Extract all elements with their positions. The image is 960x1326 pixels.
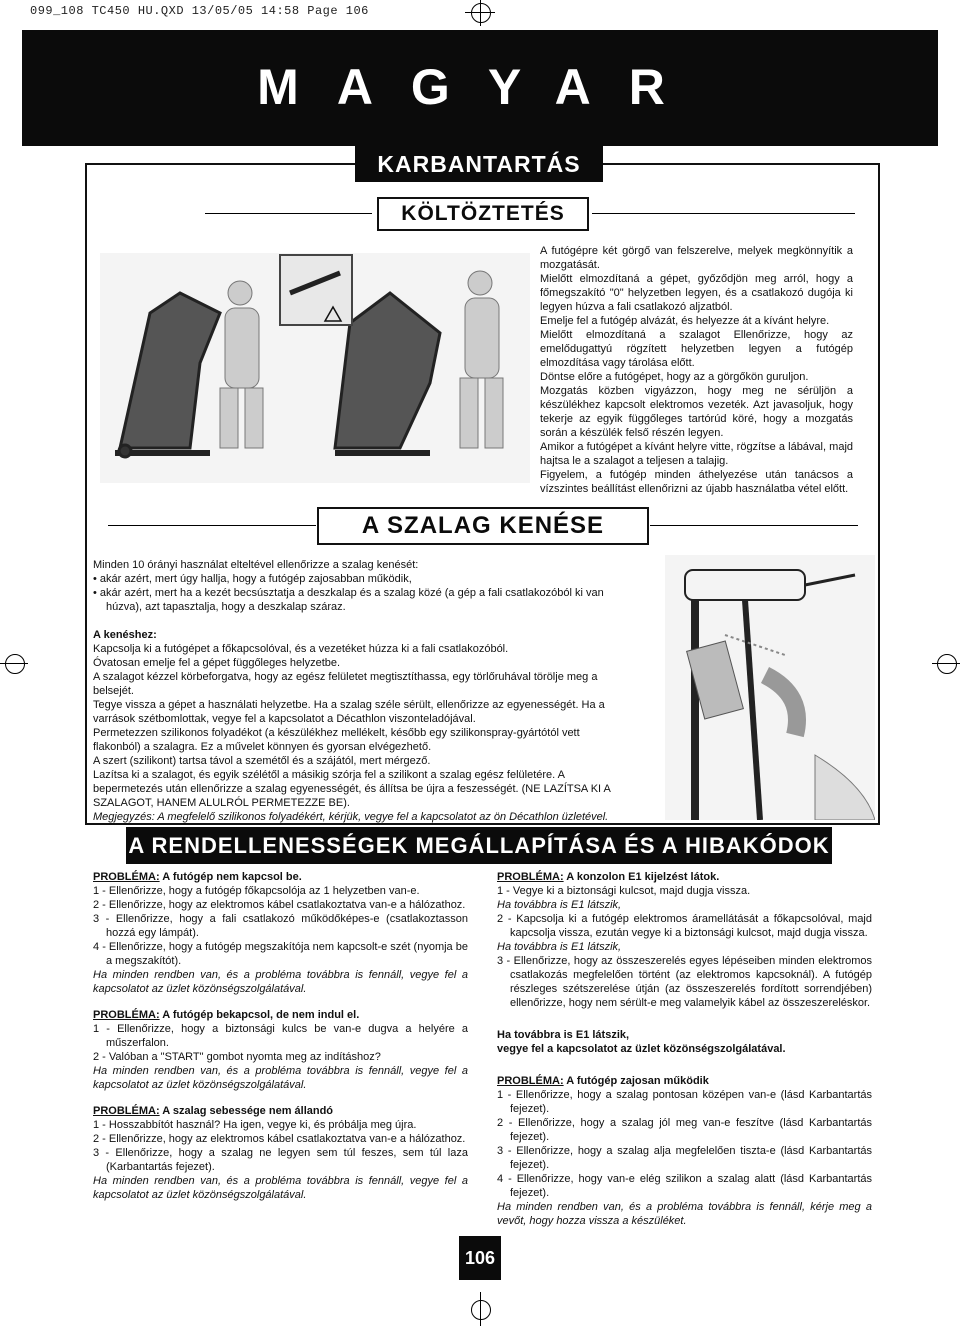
lube-step: Óvatosan emelje fel a gépet függőleges helyzetbe. [93,657,341,669]
rule-line [205,213,372,214]
lube-steps-block [93,628,623,824]
problem-step: 2 - Ellenőrizze, hogy a szalag jól meg van-e feszítve (lásd Karbantartás fejezet). [497,1117,872,1143]
lube-intro-block [93,558,633,614]
e1-final-line: vegye fel a kapcsolatot az üzlet közönségszolgálatával. [497,1043,786,1055]
problem-title [93,1008,468,1022]
registration-mark-icon [937,654,957,674]
problem-step: 1 - Ellenőrizze, hogy a biztonsági kulcs be van-e dugva a helyére a műszerfalon. [93,1023,468,1049]
paragraph: Amikor a futógépet a kívánt helyre vitte, rögzítse a lábával, majd hajtsa le a szalagot a teljesen a talajig. [540,441,853,467]
problem-title [497,1074,872,1088]
section-maintenance-title: KARBANTARTÁS [355,146,603,182]
problem-step: 1 - Ellenőrizze, hogy a futógép főkapcsolója az 1 helyzetben van-e. [93,885,420,897]
problem-note: Ha továbbra is E1 látszik, [497,941,622,953]
problem-title [497,870,872,884]
e1-final-line: Ha továbbra is E1 látszik, [497,1029,630,1041]
paragraph: Mielőtt elmozdítaná a gépet, győződjön meg arról, hogy a főmegszakító "0" helyzetben legyen, és a csatlakozó dugója ki legyen húzva a fali csatlakozó aljzatból. [540,273,853,313]
problem-label: PROBLÉMA: [93,1009,160,1021]
lube-heading: A kenéshez: [93,629,157,641]
registration-mark-icon [5,654,25,674]
problem-step: 2 - Kapcsolja ki a futógép elektromos áramellátását a főkapcsolóval, majd kapcsolja vissza, ezután vegye ki a biztonsági kulcsot, majd dugja vissza. [497,913,872,939]
language-banner [22,30,938,146]
paragraph: Döntse előre a futógépet, hogy az a görgőkön guruljon. [540,371,809,383]
problem-step: 2 - Ellenőrizze, hogy az elektromos kábel csatlakoztatva van-e a hálózathoz. [93,899,466,911]
problem-note: Ha továbbra is E1 látszik, [497,899,622,911]
problem-step: 1 - Ellenőrizze, hogy a szalag pontosan középen van-e (lásd Karbantartás fejezet). [497,1089,872,1115]
lubrication-photo [665,555,875,820]
problem-text: A futógép nem kapcsol be. [159,871,302,883]
problem-note: Ha minden rendben van, és a probléma továbbra is fennáll, vegye fel a kapcsolatot az üzlet közönségszolgálatával. [93,1175,468,1201]
page-number: 106 [459,1236,501,1280]
problem-step: 4 - Ellenőrizze, hogy van-e elég szilikon a szalag alatt (lásd Karbantartás fejezet). [497,1173,872,1199]
problem-note: Ha minden rendben van, és a probléma továbbra is fennáll, kérje meg a vevőt, hogy hozza vissza a készüléket. [497,1201,872,1227]
lube-step: Tegye vissza a gépet a használati helyzetbe. Ha a szalag széle sérült, ellenőrizze az egyenességét. Ha a varrások szétbomlottak, vegye fel a kapcsolatot a Décathlon viszonteladójával. [93,699,605,725]
paragraph: Figyelem, a futógép minden áthelyezése után tanácsos a vízszintes beállítást ellenőrizni az újabb használatba vétel előtt. [540,469,853,495]
paragraph: A futógépre két görgő van felszerelve, melyek megkönnyítik a mozgatását. [540,245,853,271]
problem-step: 2 - Valóban a "START" gombot nyomta meg az indításhoz? [93,1051,381,1063]
problem-title [93,870,468,884]
lube-note: Megjegyzés: A megfelelő szilikonos folyadékért, kérjük, vegye fel a kapcsolatot az ön Décathlon üzletével. [93,811,609,823]
paragraph: Emelje fel a futógép alvázát, és helyezze át a kívánt helyre. [540,315,830,327]
problem-text: A konzolon E1 kijelzést látok. [563,871,720,883]
bullet-item: • akár azért, mert ha a kezét becsúsztatja a deszkalap és a szalag közé (a gép a fali csatlakozóból ki van húzva), azt tapasztalja, hogy a deszkalap száraz. [93,587,604,613]
section-lube-title: A SZALAG KENÉSE [317,507,649,545]
problem-step: 2 - Ellenőrizze, hogy az elektromos kábel csatlakoztatva van-e a hálózathoz. [93,1133,466,1145]
banner-title: MAGYAR [257,59,703,115]
crop-mark [0,663,28,664]
registration-mark-icon [471,1300,491,1320]
lube-step: Kapcsolja ki a futógépet a főkapcsolóval, és a vezetéket húzza ki a fali csatlakozóból. [93,643,509,655]
problem-text: A szalag sebessége nem állandó [159,1105,334,1117]
rule-line [650,525,858,526]
treadmill-moving-photo [100,253,530,483]
problem-note: Ha minden rendben van, és a probléma továbbra is fennáll, vegye fel a kapcsolatot az üzlet közönségszolgálatával. [93,1065,468,1091]
section-trouble-title: A RENDELLENESSÉGEK MEGÁLLAPÍTÁSA ÉS A HIBAKÓDOK [126,827,832,864]
problem-label: PROBLÉMA: [497,1075,564,1087]
lube-step: Lazítsa ki a szalagot, és egyik szélétől a másikig szórja fel a szilikont a szalag egész felületére. A bepermetezés után ellenőrizze a szalag egyenességét, és állítsa be újra a feszességét. (NE LAZÍTSA KI A SZALAGOT, HANEM ALULRÓL PERMETEZZE BE). [93,769,611,809]
rule-line [592,213,855,214]
problem-title [93,1104,468,1118]
problem-step: 3 - Ellenőrizze, hogy a fali csatlakozó működőképes-e (csatlakoztasson hozzá egy lámpát). [93,913,468,939]
lube-intro: Minden 10 órányi használat elteltével ellenőrizze a szalag kenését: [93,559,419,571]
problem-label: PROBLÉMA: [497,871,564,883]
lube-step: A szalagot kézzel körbeforgatva, hogy az egész felületet megtisztíthassa, egy törlőruhával törölje meg a belsejét. [93,671,598,697]
problem-step: 3 - Ellenőrizze, hogy a szalag ne legyen sem túl feszes, sem túl laza (Karbantartás fejezet). [93,1147,468,1173]
crop-mark [480,1292,481,1326]
paragraph: Mielőtt elmozdítaná a szalagot Ellenőrizze, hogy az emelődugattyú rögzített helyzetben legyen a futógép elmozdítása vagy tárolása előtt. [540,329,853,369]
print-slug: 099_108 TC450 HU.QXD 13/05/05 14:58 Page 106 [30,4,369,18]
lube-step: Permetezzen szilikonos folyadékot (a készülékhez mellékelt, később egy szilikonspray-gyártótól vett flakonból) a szalagra. Ez a művelet könnyen és gyorsan elvégezhető. [93,727,580,753]
rule-line [108,525,316,526]
problem-text: A futógép zajosan működik [563,1075,709,1087]
problem-step: 1 - Hosszabbítót használ? Ha igen, vegye ki, és próbálja meg újra. [93,1119,417,1131]
problem-step: 4 - Ellenőrizze, hogy a futógép megszakítója nem kapcsolt-e szét (nyomja be a megszakítót). [93,941,468,967]
problem-step: 3 - Ellenőrizze, hogy a szalag alja megfelelően tiszta-e (lásd Karbantartás fejezet). [497,1145,872,1171]
right-problems-column [497,870,872,1228]
left-problems-column [93,870,468,1202]
problem-step: 1 - Vegye ki a biztonsági kulcsot, majd dugja vissza. [497,885,751,897]
problem-label: PROBLÉMA: [93,871,160,883]
problem-label: PROBLÉMA: [93,1105,160,1117]
problem-step: 3 - Ellenőrizze, hogy az összeszerelés egyes lépéseiben minden elektromos csatlakozás megfelelően történt (az elektromos kapcsoknál). A futógép részleges szétszerelése útján (az összeszerelés fordított sorrendjében) ellenőrizze, hogy nem sérült-e meg valamelyik kábel az összeszereléskor. [497,955,872,1009]
bullet-item: • akár azért, mert úgy hallja, hogy a futógép zajosabban működik, [93,573,412,585]
section-moving-title: KÖLTÖZTETÉS [377,197,589,231]
paragraph: Mozgatás közben vigyázzon, hogy meg ne sérüljön a készülékhez kapcsolt elektromos vezeték. Azt javasoljuk, hogy tekerje az egyik függőleges tartórúd köré, hogy a mozgatás során a készülék felső részén legyen. [540,385,853,439]
problem-text: A futógép bekapcsol, de nem indul el. [159,1009,360,1021]
problem-note: Ha minden rendben van, és a probléma továbbra is fennáll, vegye fel a kapcsolatot az üzlet közönségszolgálatával. [93,969,468,995]
moving-instructions [540,244,853,496]
lube-step: A szert (szilikont) tartsa távol a szemétől és a szájától, mert mérgező. [93,755,431,767]
registration-mark-icon [471,3,491,23]
crop-mark [932,663,960,664]
